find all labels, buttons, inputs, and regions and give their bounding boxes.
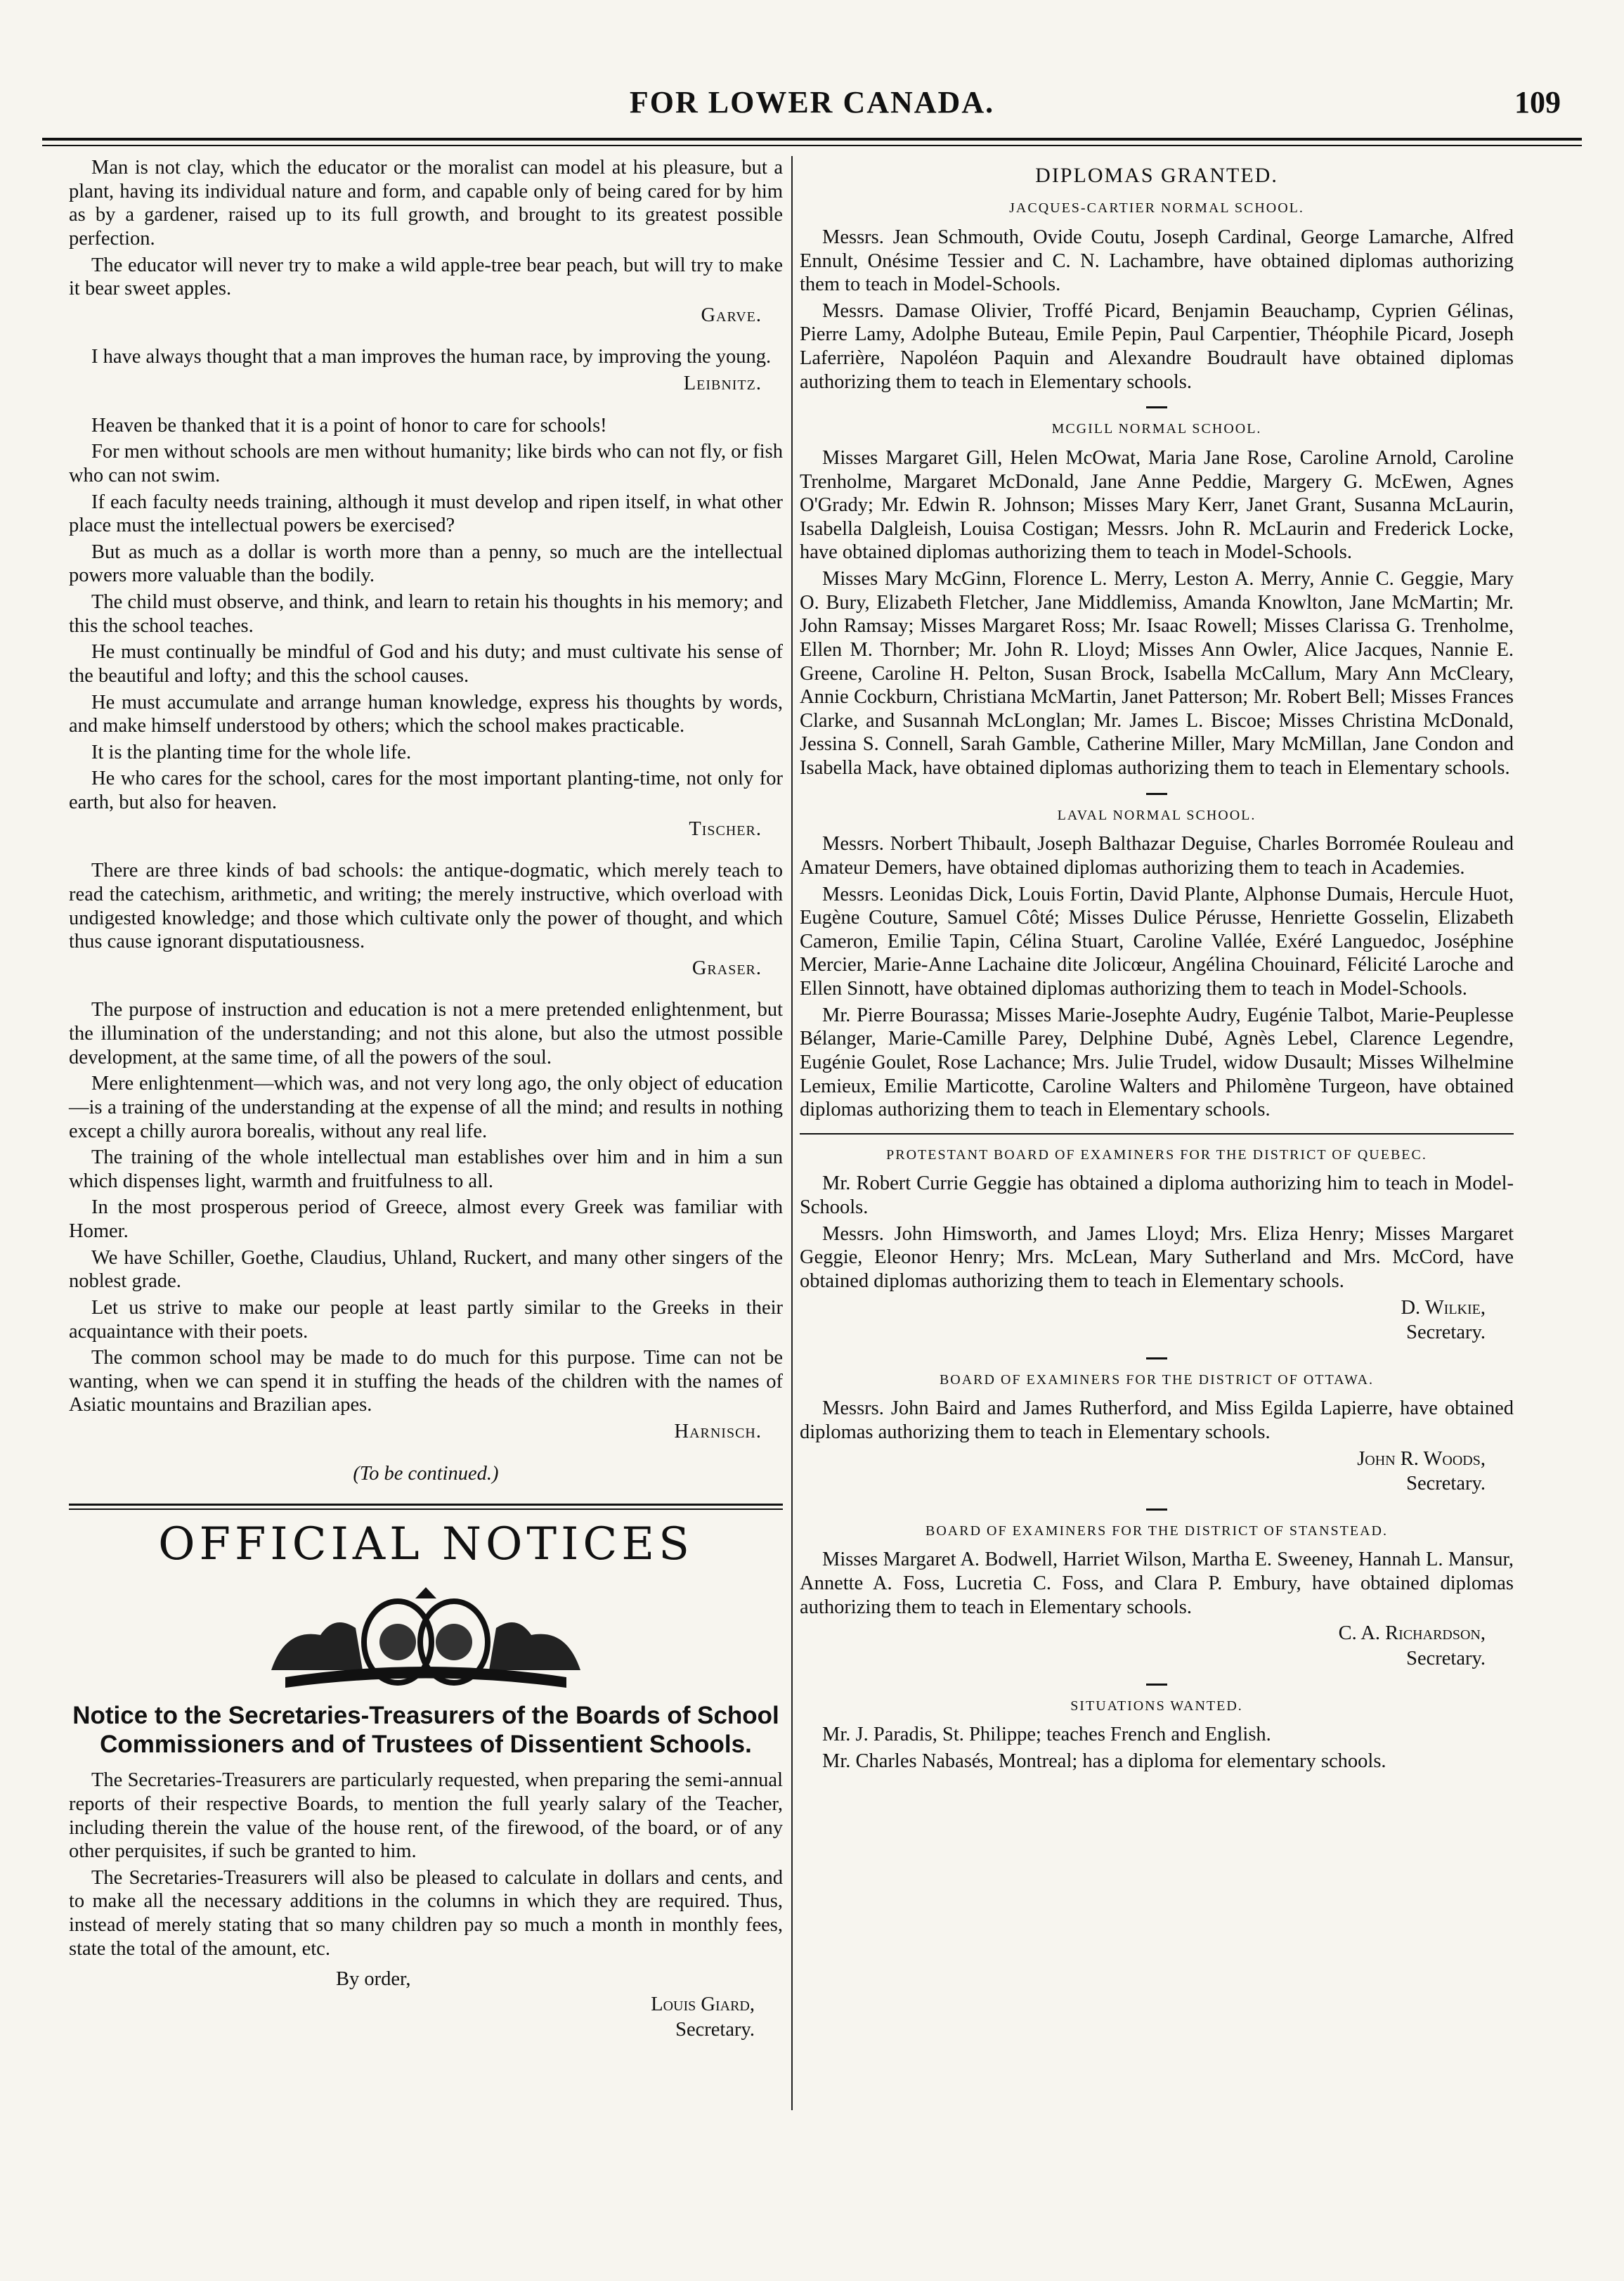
board-paragraph: Mr. Robert Currie Geggie has obtained a diploma authorizing him to teach in Model-Schools.	[800, 1172, 1514, 1219]
coat-of-arms-emblem	[243, 1586, 609, 1691]
notice-signer-title: Secretary.	[675, 2018, 755, 2041]
quote-paragraph: Mere enlightenment—which was, and not very long ago, the only object of education—is a training of the understanding at the expense of all the mind; and results in nothing except a chilly aurora borealis, without any real life.	[69, 1073, 783, 1142]
board-signer-title: Secretary.	[1406, 1322, 1486, 1344]
quote-author: Harnisch.	[674, 1421, 762, 1442]
diploma-paragraph: Messrs. Leonidas Dick, Louis Fortin, David Plante, Alphonse Dumais, Hercule Huot, Eugène Couture, Samuel Côté; Misses Dulice Pérusse, Henriette Gosselin, Elizabeth Cameron, Emilie Tapin, Célina Stuart, Caroline Vallée, Exéré Languedoc, Joséphine Mercier, Marie-Anne Lachaine dite Jolicœur, Angélina Chouinard, Félicité Laroche and Ellen Sinnott, have obtained diplomas authorizing them to teach in Model-Schools.	[800, 883, 1514, 1000]
quote-paragraph: The educator will never try to make a wild apple-tree bear peach, but will try to make it bear sweet apples.	[69, 254, 783, 300]
quote-paragraph: He who cares for the school, cares for the most important planting-time, not only for earth, but also for heaven.	[69, 768, 783, 813]
right-column	[800, 156, 1514, 1776]
header-rule	[42, 138, 1582, 146]
quote-paragraph: He must accumulate and arrange human knowledge, express his thoughts by words, and make himself understood by others; which the school makes practicable.	[69, 691, 783, 737]
dash-separator	[1146, 406, 1167, 408]
notice-signer: Louis Giard,	[651, 1993, 755, 2015]
board-heading: BOARD OF EXAMINERS FOR THE DISTRICT OF OTTAWA.	[939, 1371, 1375, 1388]
diploma-paragraph: Messrs. Jean Schmouth, Ovide Coutu, Joseph Cardinal, George Lamarche, Alfred Ennult, Onésime Tessier and C. N. Lachambre, have obtained diplomas authorizing them to teach in Model-Schools.	[800, 226, 1514, 296]
quote-paragraph: The purpose of instruction and education is not a mere pretended enlightenment, but the illumination of the understanding; and not this alone, but also the utmost possible development, at the same time, of all the powers of the soul.	[69, 999, 783, 1068]
quote-paragraph: In the most prosperous period of Greece, almost every Greek was familiar with Homer.	[69, 1196, 783, 1242]
quote-paragraph: For men without schools are men without humanity; like birds who can not fly, or fish who can not swim.	[69, 441, 783, 486]
notice-paragraph: The Secretaries-Treasurers will also be pleased to calculate in dollars and cents, and to make all the necessary additions in the columns in which they are required. Thus, instead of merely stating that so many children pay so much a month in monthly fees, state the total of the amount, etc.	[69, 1866, 783, 1960]
diploma-paragraph: Misses Mary McGinn, Florence L. Merry, Leston A. Merry, Annie C. Geggie, Mary O. Bury, Elizabeth Fletcher, Jane Middlemiss, Amanda Knowlton, Jane McMartin; Mr. John Ramsay; Misses Margaret Ross; Mr. Isaac Rowell; Misses Clarissa G. Trenholme, Ellen M. Thornber; Mr. John R. Lloyd; Misses Ann Owler, Alice Jacques, Nannie E. Greene, Caroline H. Pelton, Susan Brock, Isabella McCallum, Mary Ann McCleary, Annie Cockburn, Christiana McMartin, Janet Patterson; Mr. Robert Bell; Misses Frances Clarke, and Susannah McLonglan; Mr. James L. Biscoe; Misses Christina McDonald, Jessina S. Connell, Sarah Gamble, Catherine Miller, Mary McMillan, Jane Condon and Isabella Mack, have obtained diplomas authorizing them to teach in Elementary schools.	[800, 568, 1514, 780]
diploma-paragraph: Misses Margaret Gill, Helen McOwat, Maria Jane Rose, Caroline Arnold, Caroline Trenholme, Margaret McDonald, Jane Anne Peddie, Margery G. McEwen, Agnes O'Grady; Mr. Edwin R. Johnson; Misses Mary Kerr, Janet Grant, Susanna McLaurin, Isabella Dalgleish, Louisa Costigan; Messrs. John R. McLaurin and Frederick Locke, have obtained diplomas authorizing them to teach in Model-Schools.	[800, 446, 1514, 564]
quote-paragraph: Heaven be thanked that it is a point of honor to care for schools!	[91, 414, 607, 437]
board-signer: C. A. Richardson,	[1338, 1622, 1486, 1645]
diploma-paragraph: Mr. Pierre Bourassa; Misses Marie-Josephte Audry, Eugénie Talbot, Marie-Peuplesse Bélanger, Marie-Camille Parey, Delphine Dubé, Agnès Lebel, Clarence Legendre, Eugénie Goulet, Rose Lachance; Mrs. Julie Trudel, widow Dusault; Misses Wilhelmine Lemieux, Emilie Marticotte, Caroline Walters and Philomène Turgeon, have obtained diplomas authorizing them to teach in Elementary schools.	[800, 1004, 1514, 1121]
situation-item: Mr. Charles Nabasés, Montreal; has a diploma for elementary schools.	[822, 1750, 1386, 1772]
page-number: 109	[1514, 85, 1561, 119]
page-header	[42, 84, 1582, 134]
diploma-paragraph: Messrs. Norbert Thibault, Joseph Balthazar Deguise, Charles Borromée Rouleau and Amateur Demers, have obtained diplomas authorizing them to teach in Academies.	[800, 833, 1514, 879]
school-heading: JACQUES-CARTIER NORMAL SCHOOL.	[1009, 200, 1304, 217]
board-signer: John R. Woods,	[1357, 1447, 1486, 1470]
notice-title: Notice to the Secretaries-Treasurers of the Boards of School Commissioners and of Trustees of Dissentient Schools.	[72, 1701, 779, 1759]
quote-paragraph: There are three kinds of bad schools: the antique-dogmatic, which merely teach to read the catechism, arithmetic, and writing; the merely instructive, which overload with undigested knowledge; and those which cultivate only the power of thought, and which thus cause ignorant disputatiousness.	[69, 860, 783, 953]
board-signer-title: Secretary.	[1406, 1473, 1486, 1495]
situations-heading: SITUATIONS WANTED.	[1070, 1698, 1243, 1714]
to-be-continued: (To be continued.)	[353, 1462, 499, 1485]
quote-author: Tischer.	[689, 818, 762, 840]
quote-paragraph: Let us strive to make our people at least partly similar to the Greeks in their acquaintance with their poets.	[69, 1296, 783, 1343]
running-title: FOR LOWER CANADA.	[629, 85, 995, 119]
quote-paragraph: It is the planting time for the whole life.	[91, 741, 412, 763]
school-heading: MCGILL NORMAL SCHOOL.	[1051, 421, 1262, 437]
quote-author: Leibnitz.	[683, 373, 762, 394]
quote-paragraph: We have Schiller, Goethe, Claudius, Uhland, Ruckert, and many other singers of the noblest grade.	[69, 1246, 783, 1293]
quote-paragraph: If each faculty needs training, although it must develop and ripen itself, in what other place must the intellectual powers be exercised?	[69, 491, 783, 537]
quote-paragraph: But as much as a dollar is worth more than a penny, so much are the intellectual powers more valuable than the bodily.	[69, 541, 783, 587]
official-notices-heading: OFFICIAL NOTICES	[158, 1518, 694, 1571]
quote-paragraph: The training of the whole intellectual man establishes over him and in him a sun which dispenses light, warmth and fruitfulness to all.	[69, 1146, 783, 1192]
dash-separator	[1146, 1357, 1167, 1359]
board-paragraph: Misses Margaret A. Bodwell, Harriet Wilson, Martha E. Sweeney, Hannah L. Mansur, Annette A. Foss, Lucretia C. Foss, and Clara P. Embury, have obtained diplomas authorizing them to teach in Elementary schools.	[800, 1549, 1514, 1618]
section-rule	[69, 1504, 783, 1510]
left-column	[69, 156, 783, 2048]
section-rule	[800, 1133, 1514, 1135]
board-paragraph: Messrs. John Baird and James Rutherford, and Miss Egilda Lapierre, have obtained diplomas authorizing them to teach in Elementary schools.	[800, 1397, 1514, 1443]
dash-separator	[1146, 793, 1167, 795]
board-signer-title: Secretary.	[1406, 1647, 1486, 1669]
column-divider	[791, 156, 793, 2110]
board-signer: D. Wilkie,	[1401, 1296, 1486, 1319]
board-heading: BOARD OF EXAMINERS FOR THE DISTRICT OF STANSTEAD.	[925, 1523, 1388, 1539]
dash-separator	[1146, 1508, 1167, 1511]
dash-separator	[1146, 1684, 1167, 1686]
by-order: By order,	[336, 1968, 411, 1991]
diplomas-heading: DIPLOMAS GRANTED.	[1035, 164, 1278, 187]
situation-item: Mr. J. Paradis, St. Philippe; teaches French and English.	[822, 1724, 1271, 1746]
quote-paragraph: Man is not clay, which the educator or the moralist can model at his pleasure, but a plant, having its individual nature and form, and capable only of being cared for by him as by a gardener, raised up to its full growth, and brought to its greatest possible perfection.	[69, 157, 783, 250]
quote-author: Garve.	[701, 304, 762, 326]
quote-paragraph: The child must observe, and think, and learn to retain his thoughts in his memory; and this the school teaches.	[69, 591, 783, 637]
board-paragraph: Messrs. John Himsworth, and James Lloyd; Mrs. Eliza Henry; Misses Margaret Geggie, Eleonor Henry; Mrs. McLean, Mary Sutherland and Mrs. McCord, have obtained diplomas authorizing them to teach in Elementary schools.	[800, 1222, 1514, 1292]
board-heading: PROTESTANT BOARD OF EXAMINERS FOR THE DISTRICT OF QUEBEC.	[886, 1146, 1427, 1163]
notice-paragraph: The Secretaries-Treasurers are particularly requested, when preparing the semi-annual reports of their respective Boards, to mention the full yearly salary of the Teacher, including therein the value of the house rent, of the firewood, of the board, or of any other perquisites, if such be granted to him.	[69, 1769, 783, 1863]
quote-paragraph: He must continually be mindful of God and his duty; and must cultivate his sense of the beautiful and lofty; and this the school causes.	[69, 641, 783, 687]
school-heading: LAVAL NORMAL SCHOOL.	[1057, 807, 1256, 823]
quote-paragraph: I have always thought that a man improves the human race, by improving the young.	[91, 346, 772, 368]
diploma-paragraph: Messrs. Damase Olivier, Troffé Picard, Benjamin Beauchamp, Cyprien Gélinas, Pierre Lamy, Adolphe Buteau, Emile Pepin, Paul Carpentier, Théophile Picard, Joseph Laferrière, Napoléon Paquin and Alexandre Boudrault have obtained diplomas authorizing them to teach in Elementary schools.	[800, 299, 1514, 393]
quote-paragraph: The common school may be made to do much for this purpose. Time can not be wanting, when we can spend it in stuffing the heads of the children with the names of Asiatic mountains and Brazilian apes.	[69, 1347, 783, 1416]
quote-author: Graser.	[691, 957, 762, 979]
